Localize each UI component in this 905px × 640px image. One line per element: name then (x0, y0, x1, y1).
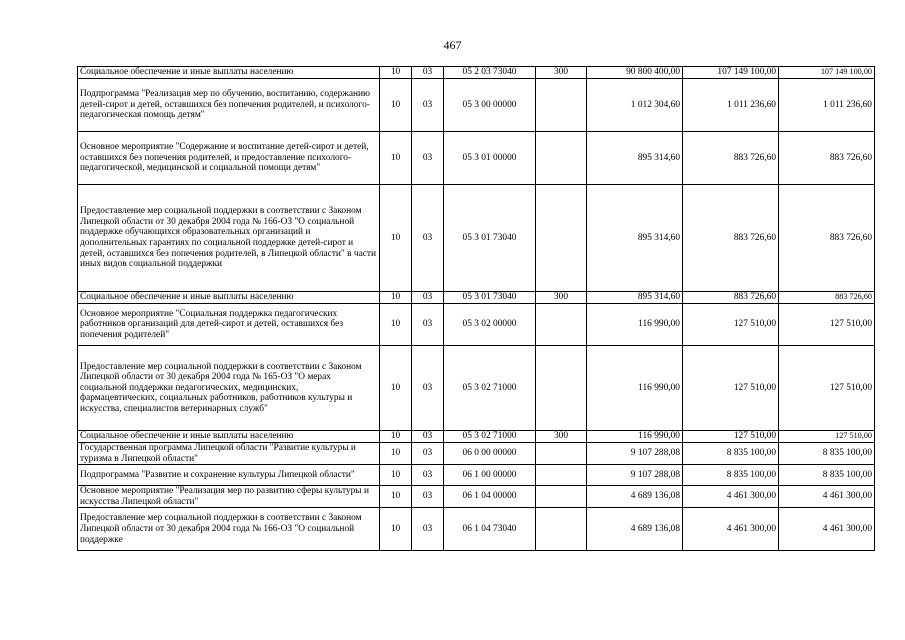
row-subsection: 03 (412, 132, 444, 185)
row-sum-2: 4 461 300,00 (683, 486, 779, 508)
row-sum-3: 127 510,00 (779, 346, 875, 431)
row-target-code: 05 3 02 00000 (444, 304, 536, 346)
page-number: 467 (443, 38, 462, 52)
row-sum-1: 116 990,00 (587, 346, 683, 431)
table-row (78, 465, 875, 486)
row-sum-3: 127 510,00 (779, 304, 875, 346)
row-expense-type (536, 185, 587, 292)
row-name: Социальное обеспечение и иные выплаты населению (78, 431, 380, 443)
table-row (78, 508, 875, 551)
row-section: 10 (380, 346, 412, 431)
row-sum-3: 127 510,00 (779, 431, 875, 443)
row-subsection: 03 (412, 431, 444, 443)
row-expense-type (536, 304, 587, 346)
row-expense-type: 300 (536, 292, 587, 304)
table-row (78, 132, 875, 185)
row-target-code: 06 0 00 00000 (444, 443, 536, 465)
table-row (78, 79, 875, 132)
table-row (78, 185, 875, 292)
row-section: 10 (380, 465, 412, 486)
row-name: Социальное обеспечение и иные выплаты населению (78, 67, 380, 79)
table-row (78, 292, 875, 304)
row-sum-1: 1 012 304,60 (587, 79, 683, 132)
row-sum-1: 4 689 136,08 (587, 508, 683, 551)
row-subsection: 03 (412, 292, 444, 304)
row-sum-3: 107 149 100,00 (779, 67, 875, 79)
row-sum-3: 8 835 100,00 (779, 443, 875, 465)
row-name: Основное мероприятие "Социальная поддержка педагогических работников организаций для детей-сирот и детей, оставшихся без попечения родителей" (78, 304, 380, 346)
row-sum-2: 1 011 236,60 (683, 79, 779, 132)
row-target-code: 05 3 01 73040 (444, 185, 536, 292)
row-sum-1: 9 107 288,08 (587, 465, 683, 486)
row-sum-1: 895 314,60 (587, 185, 683, 292)
row-subsection: 03 (412, 443, 444, 465)
row-section: 10 (380, 508, 412, 551)
row-subsection: 03 (412, 185, 444, 292)
row-target-code: 05 3 02 71000 (444, 431, 536, 443)
row-expense-type (536, 465, 587, 486)
row-target-code: 05 3 01 73040 (444, 292, 536, 304)
row-section: 10 (380, 67, 412, 79)
row-subsection: 03 (412, 304, 444, 346)
row-sum-3: 4 461 300,00 (779, 508, 875, 551)
row-section: 10 (380, 486, 412, 508)
row-sum-1: 4 689 136,08 (587, 486, 683, 508)
row-expense-type: 300 (536, 431, 587, 443)
row-sum-2: 8 835 100,00 (683, 465, 779, 486)
row-subsection: 03 (412, 79, 444, 132)
table-row (78, 304, 875, 346)
row-name: Предоставление мер социальной поддержки в соответствии с Законом Липецкой области от 30 декабря 2004 года № 165-ОЗ "О мерах социальной поддержки педагогических, медицинских, фармацевтических, социальных работников, работников культуры и искусства, специалистов ветеринарных служб" (78, 346, 380, 431)
table-row (78, 443, 875, 465)
row-sum-1: 90 800 400,00 (587, 67, 683, 79)
table-row (78, 486, 875, 508)
row-name: Предоставление мер социальной поддержки в соответствии с Законом Липецкой области от 30 декабря 2004 года № 166-ОЗ "О социальной поддержке обучающихся образовательных организаций и дополнительных гарантиях по социальной поддержке детей-сирот и детей, оставшихся без попечения родителей, в Липецкой области" в части иных видов социальной поддержки (78, 185, 380, 292)
row-sum-2: 4 461 300,00 (683, 508, 779, 551)
row-section: 10 (380, 132, 412, 185)
budget-table (77, 66, 875, 551)
row-sum-1: 895 314,60 (587, 292, 683, 304)
row-target-code: 05 3 00 00000 (444, 79, 536, 132)
row-sum-3: 4 461 300,00 (779, 486, 875, 508)
row-section: 10 (380, 431, 412, 443)
row-subsection: 03 (412, 508, 444, 551)
row-sum-2: 107 149 100,00 (683, 67, 779, 79)
table-row (78, 67, 875, 79)
row-expense-type (536, 79, 587, 132)
row-target-code: 06 1 04 73040 (444, 508, 536, 551)
row-sum-2: 883 726,60 (683, 132, 779, 185)
row-sum-1: 116 990,00 (587, 431, 683, 443)
row-name: Подпрограмма "Развитие и сохранение культуры Липецкой области" (78, 465, 380, 486)
row-section: 10 (380, 79, 412, 132)
row-name: Социальное обеспечение и иные выплаты населению (78, 292, 380, 304)
row-subsection: 03 (412, 346, 444, 431)
row-sum-2: 127 510,00 (683, 304, 779, 346)
row-expense-type (536, 132, 587, 185)
row-name: Основное мероприятие "Реализация мер по развитию сферы культуры и искусства Липецкой области" (78, 486, 380, 508)
row-section: 10 (380, 185, 412, 292)
row-name: Подпрограмма "Реализация мер по обучению, воспитанию, содержанию детей-сирот и детей, оставшихся без попечения родителей, и психолого-педагогическая помощь детям" (78, 79, 380, 132)
row-target-code: 05 2 03 73040 (444, 67, 536, 79)
row-subsection: 03 (412, 486, 444, 508)
row-sum-1: 116 990,00 (587, 304, 683, 346)
row-subsection: 03 (412, 465, 444, 486)
row-name: Государственная программа Липецкой области "Развитие культуры и туризма в Липецкой области" (78, 443, 380, 465)
row-sum-2: 127 510,00 (683, 346, 779, 431)
row-sum-3: 883 726,60 (779, 292, 875, 304)
row-sum-3: 1 011 236,60 (779, 79, 875, 132)
row-target-code: 05 3 02 71000 (444, 346, 536, 431)
row-sum-2: 127 510,00 (683, 431, 779, 443)
row-expense-type: 300 (536, 67, 587, 79)
row-sum-3: 883 726,60 (779, 132, 875, 185)
row-sum-1: 895 314,60 (587, 132, 683, 185)
row-name: Основное мероприятие "Содержание и воспитание детей-сирот и детей, оставшихся без попечения родителей, и предоставление психолого-педагогической, медицинской и социальной помощи детям" (78, 132, 380, 185)
row-target-code: 05 3 01 00000 (444, 132, 536, 185)
row-sum-3: 883 726,60 (779, 185, 875, 292)
row-sum-1: 9 107 288,08 (587, 443, 683, 465)
row-section: 10 (380, 304, 412, 346)
row-section: 10 (380, 443, 412, 465)
row-sum-2: 8 835 100,00 (683, 443, 779, 465)
row-subsection: 03 (412, 67, 444, 79)
row-expense-type (536, 486, 587, 508)
row-expense-type (536, 443, 587, 465)
row-section: 10 (380, 292, 412, 304)
row-target-code: 06 1 00 00000 (444, 465, 536, 486)
row-name: Предоставление мер социальной поддержки в соответствии с Законом Липецкой области от 30 декабря 2004 года № 166-ОЗ "О социальной поддержке (78, 508, 380, 551)
row-target-code: 06 1 04 00000 (444, 486, 536, 508)
row-expense-type (536, 346, 587, 431)
table-row (78, 346, 875, 431)
row-sum-2: 883 726,60 (683, 185, 779, 292)
row-expense-type (536, 508, 587, 551)
row-sum-3: 8 835 100,00 (779, 465, 875, 486)
table-row (78, 431, 875, 443)
budget-table-body (78, 67, 875, 551)
row-sum-2: 883 726,60 (683, 292, 779, 304)
